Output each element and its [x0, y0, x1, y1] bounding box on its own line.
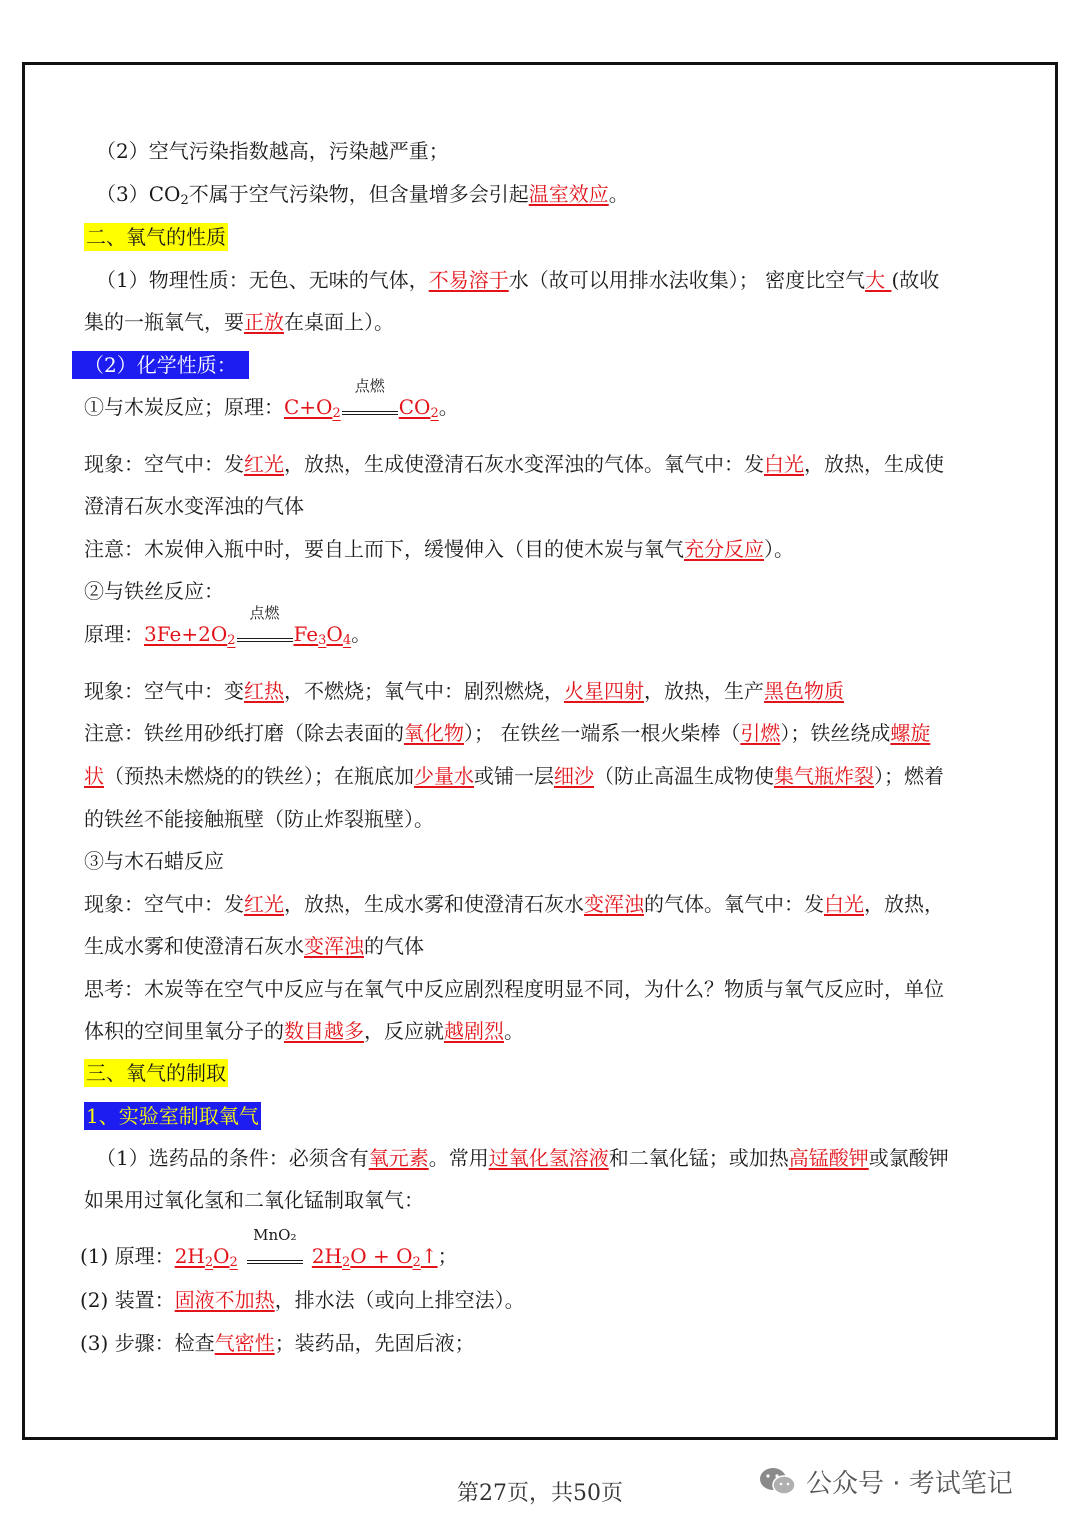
text-line: 如果用过氧化氢和二氧化锰制取氧气： [84, 1188, 424, 1212]
text-line: 集的一瓶氧气，要正放在桌面上）。 [84, 310, 394, 334]
answer-blank: 固液不加热 [174, 1288, 275, 1312]
text-line: 现象：空气中：变红热，不燃烧；氧气中：剧烈燃烧，火星四射，放热，生产黑色物质 [84, 679, 844, 703]
text-line: (1) 原理：$2H_2O_2$ MnO₂ $2H_2O$ + $O_2↑$； [80, 1226, 458, 1270]
reaction-arrow [236, 604, 294, 647]
section-heading: 二、氧气的性质 [86, 225, 226, 249]
text-line: 澄清石灰水变浑浊的气体 [84, 494, 304, 518]
text-line: ③与木石蜡反应 [84, 849, 224, 873]
page-number: 第27页，共50页 [457, 1481, 623, 1506]
reaction-condition: MnO₂ [253, 1226, 297, 1244]
text-line: （1）选药品的条件：必须含有氧元素。常用过氧化氢溶液和二氧化锰；或加热高锰酸钾或氯酸钾 [96, 1146, 949, 1170]
answer-blank: 状 [84, 764, 104, 788]
text-line: 生成水雾和使澄清石灰水变浑浊的气体 [84, 934, 424, 958]
answer-blank: 火星四射 [564, 679, 644, 703]
answer-blank: 红光 [244, 452, 284, 476]
text-line: 注意：木炭伸入瓶中时，要自上而下，缓慢伸入（目的使木炭与氧气充分反应）。 [84, 537, 794, 561]
subsection-heading: （2）化学性质： [84, 352, 249, 378]
text-line: ②与铁丝反应： [84, 579, 224, 603]
text-line: 原理：$3Fe+2O_2$ 点燃 $Fe_3O_4$。 [84, 604, 372, 648]
answer-blank: 引燃 [740, 721, 781, 745]
answer-blank: 数目越多 [284, 1019, 364, 1043]
reaction-condition: 点燃 [249, 604, 280, 622]
answer-blank: 变浑浊 [304, 934, 364, 958]
equation-reactants: 2H [174, 1244, 205, 1268]
text-line: ①与木炭反应；原理：$C+O_2$ 点燃 $CO_2$。 [84, 377, 459, 421]
answer-blank: 氧元素 [368, 1146, 429, 1170]
text-line: 注意：铁丝用砂纸打磨（除去表面的氧化物）； 在铁丝一端系一根火柴棒（引燃）；铁丝绕成螺旋 [84, 721, 931, 745]
text-line: (2) 装置：固液不加热，排水法（或向上排空法）。 [80, 1288, 525, 1312]
answer-blank: 大 [865, 268, 892, 292]
answer-blank: 氧化物 [404, 721, 464, 745]
answer-blank: 红光 [244, 892, 284, 916]
answer-blank: 过氧化氢溶液 [488, 1146, 609, 1170]
text-line: 现象：空气中：发红光，放热，生成使澄清石灰水变浑浊的气体。氧气中：发白光，放热，生成使 [84, 452, 944, 476]
answer-blank: 少量水 [414, 764, 474, 788]
answer-blank: 正放 [244, 310, 284, 334]
answer-blank: 高锰酸钾 [788, 1146, 869, 1170]
answer-blank: 螺旋 [890, 721, 931, 745]
text-line: 体积的空间里氧分子的数目越多，反应就越剧烈。 [84, 1019, 524, 1043]
answer-blank: 细沙 [554, 764, 594, 788]
text-line: (3) 步骤：检查气密性；装药品，先固后液； [80, 1331, 475, 1355]
answer-blank: 变浑浊 [584, 892, 644, 916]
answer-blank: 红热 [244, 679, 284, 703]
reaction-arrow [246, 1226, 304, 1269]
answer-blank: 集气瓶炸裂 [774, 764, 874, 788]
reaction-arrow [341, 377, 399, 420]
section-heading: 三、氧气的制取 [86, 1061, 226, 1085]
text-line: （2）空气污染指数越高，污染越严重； [96, 139, 449, 163]
answer-blank: 黑色物质 [764, 679, 844, 703]
wechat-icon [758, 1466, 798, 1498]
equation-reactants: C+O [284, 395, 333, 419]
watermark [758, 1463, 1013, 1500]
text-line: 现象：空气中：发红光，放热，生成水雾和使澄清石灰水变浑浊的气体。氧气中：发白光，放热， [84, 892, 944, 916]
watermark-text: 公众号 · 考试笔记 [806, 1469, 1013, 1499]
text-line: 思考：木炭等在空气中反应与在氧气中反应剧烈程度明显不同，为什么？物质与氧气反应时，单位 [84, 977, 944, 1001]
text-line: $(3)CO_2$不属于空气污染物，但含量增多会引起温室效应。 [96, 182, 629, 208]
answer-blank: 温室效应 [528, 182, 609, 206]
answer-blank: 气密性 [214, 1331, 275, 1355]
answer-blank: 不易溶于 [428, 268, 509, 292]
answer-blank: 白光 [764, 452, 804, 476]
text-line: 状（预热未燃烧的的铁丝）；在瓶底加少量水或铺一层细沙（防止高温生成物使集气瓶炸裂）；燃着 [84, 764, 944, 788]
answer-blank: 白光 [824, 892, 864, 916]
subsection-heading: 1、实验室制取氧气 [86, 1104, 259, 1128]
equation-products: 2H [311, 1244, 342, 1268]
equation-products: Fe [293, 622, 319, 646]
answer-blank: 越剧烈 [444, 1019, 504, 1043]
text-line: 的铁丝不能接触瓶壁（防止炸裂瓶壁）。 [84, 807, 434, 831]
reaction-condition: 点燃 [354, 377, 385, 395]
answer-blank: 充分反应 [684, 537, 764, 561]
equation-reactants: 3Fe+2O [144, 622, 228, 646]
equation-products: CO [398, 395, 431, 419]
text-line: （1）物理性质：无色、无味的气体，不易溶于水（故可以用排水法收集）； 密度比空气大 (故收 [96, 268, 940, 292]
